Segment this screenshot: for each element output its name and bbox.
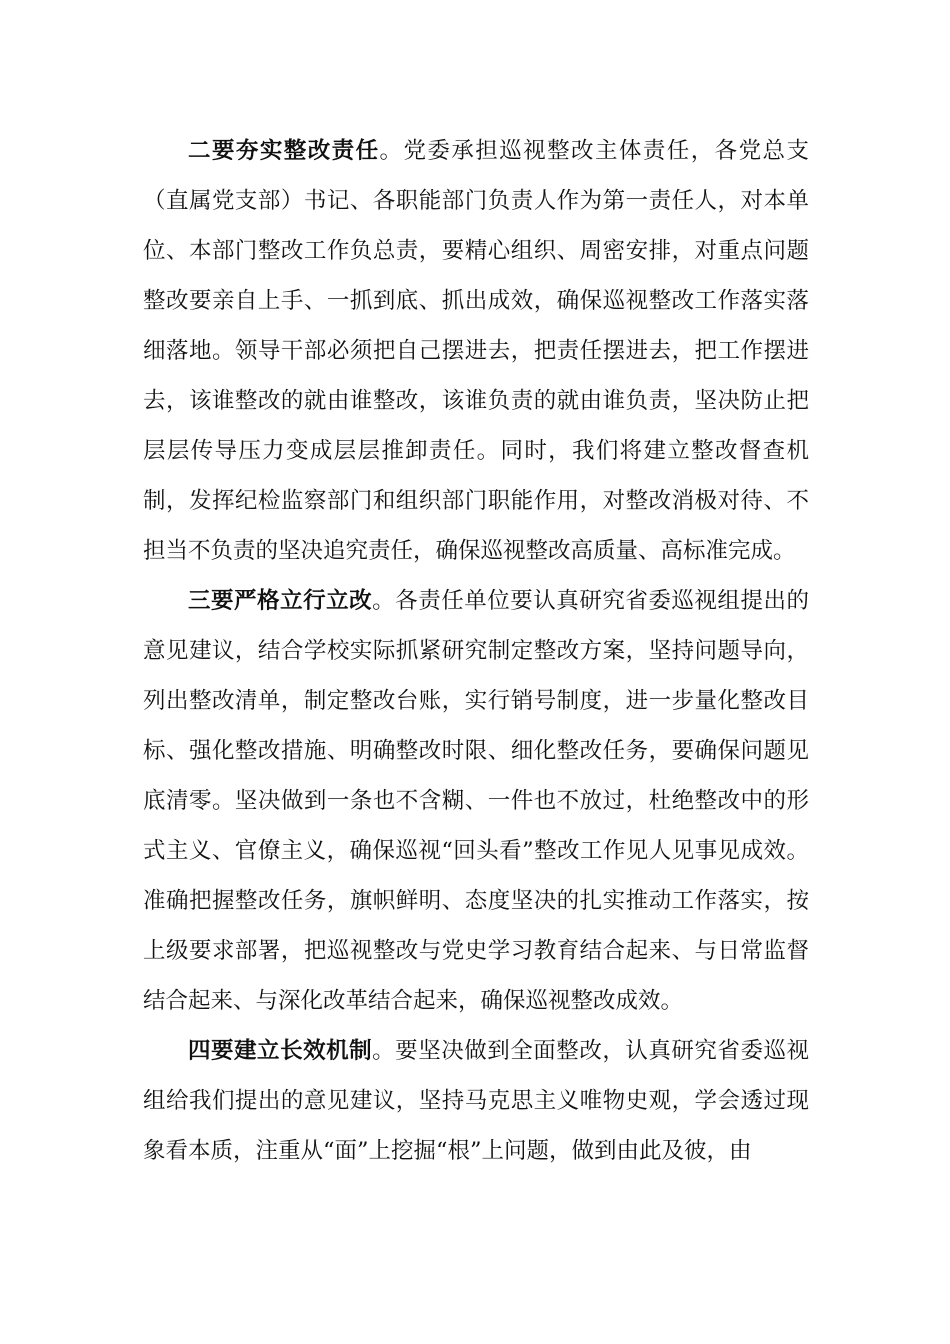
- paragraph-mechanism: [143, 1026, 809, 1176]
- paragraph-lead: 四要建立长效机制: [188, 1038, 373, 1064]
- paragraph-text: 。各责任单位要认真研究省委巡视组提出的意见建议，结合学校实际抓紧研究制定整改方案，坚持问题导向，列出整改清单，制定整改台账，实行销号制度，进一步量化整改目标、强化整改措施、明确整改时限、细化整改任务，要确保问题见底清零。坚决做到一条也不含糊、一件也不放过，杜绝整改中的形式主义、官僚主义，确保巡视“回头看”整改工作见人见事见成效。准确把握整改任务，旗帜鲜明、态度坚决的扎实推动工作落实，按上级要求部署，把巡视整改与党史学习教育结合起来、与日常监督结合起来、与深化改革结合起来，确保巡视整改成效。: [143, 588, 809, 1014]
- paragraph-lead: 二要夯实整改责任: [188, 138, 380, 164]
- paragraph-text: 。要坚决做到全面整改，认真研究省委巡视组给我们提出的意见建议，坚持马克思主义唯物史观，学会透过现象看本质，注重从“面”上挖掘“根”上问题，做到由此及彼，由: [143, 1038, 809, 1164]
- document-body: [143, 126, 809, 1176]
- paragraph-text: 。党委承担巡视整改主体责任，各党总支（直属党支部）书记、各职能部门负责人作为第一责任人，对本单位、本部门整改工作负总责，要精心组织、周密安排，对重点问题整改要亲自上手、一抓到底、抓出成效，确保巡视整改工作落实落细落地。领导干部必须把自己摆进去，把责任摆进去，把工作摆进去，该谁整改的就由谁整改，该谁负责的就由谁负责，坚决防止把层层传导压力变成层层推卸责任。同时，我们将建立整改督查机制，发挥纪检监察部门和组织部门职能作用，对整改消极对待、不担当不负责的坚决追究责任，确保巡视整改高质量、高标准完成。: [143, 138, 809, 564]
- paragraph-responsibility: [143, 126, 809, 576]
- paragraph-lead: 三要严格立行立改: [188, 588, 373, 614]
- paragraph-rectification: [143, 576, 809, 1026]
